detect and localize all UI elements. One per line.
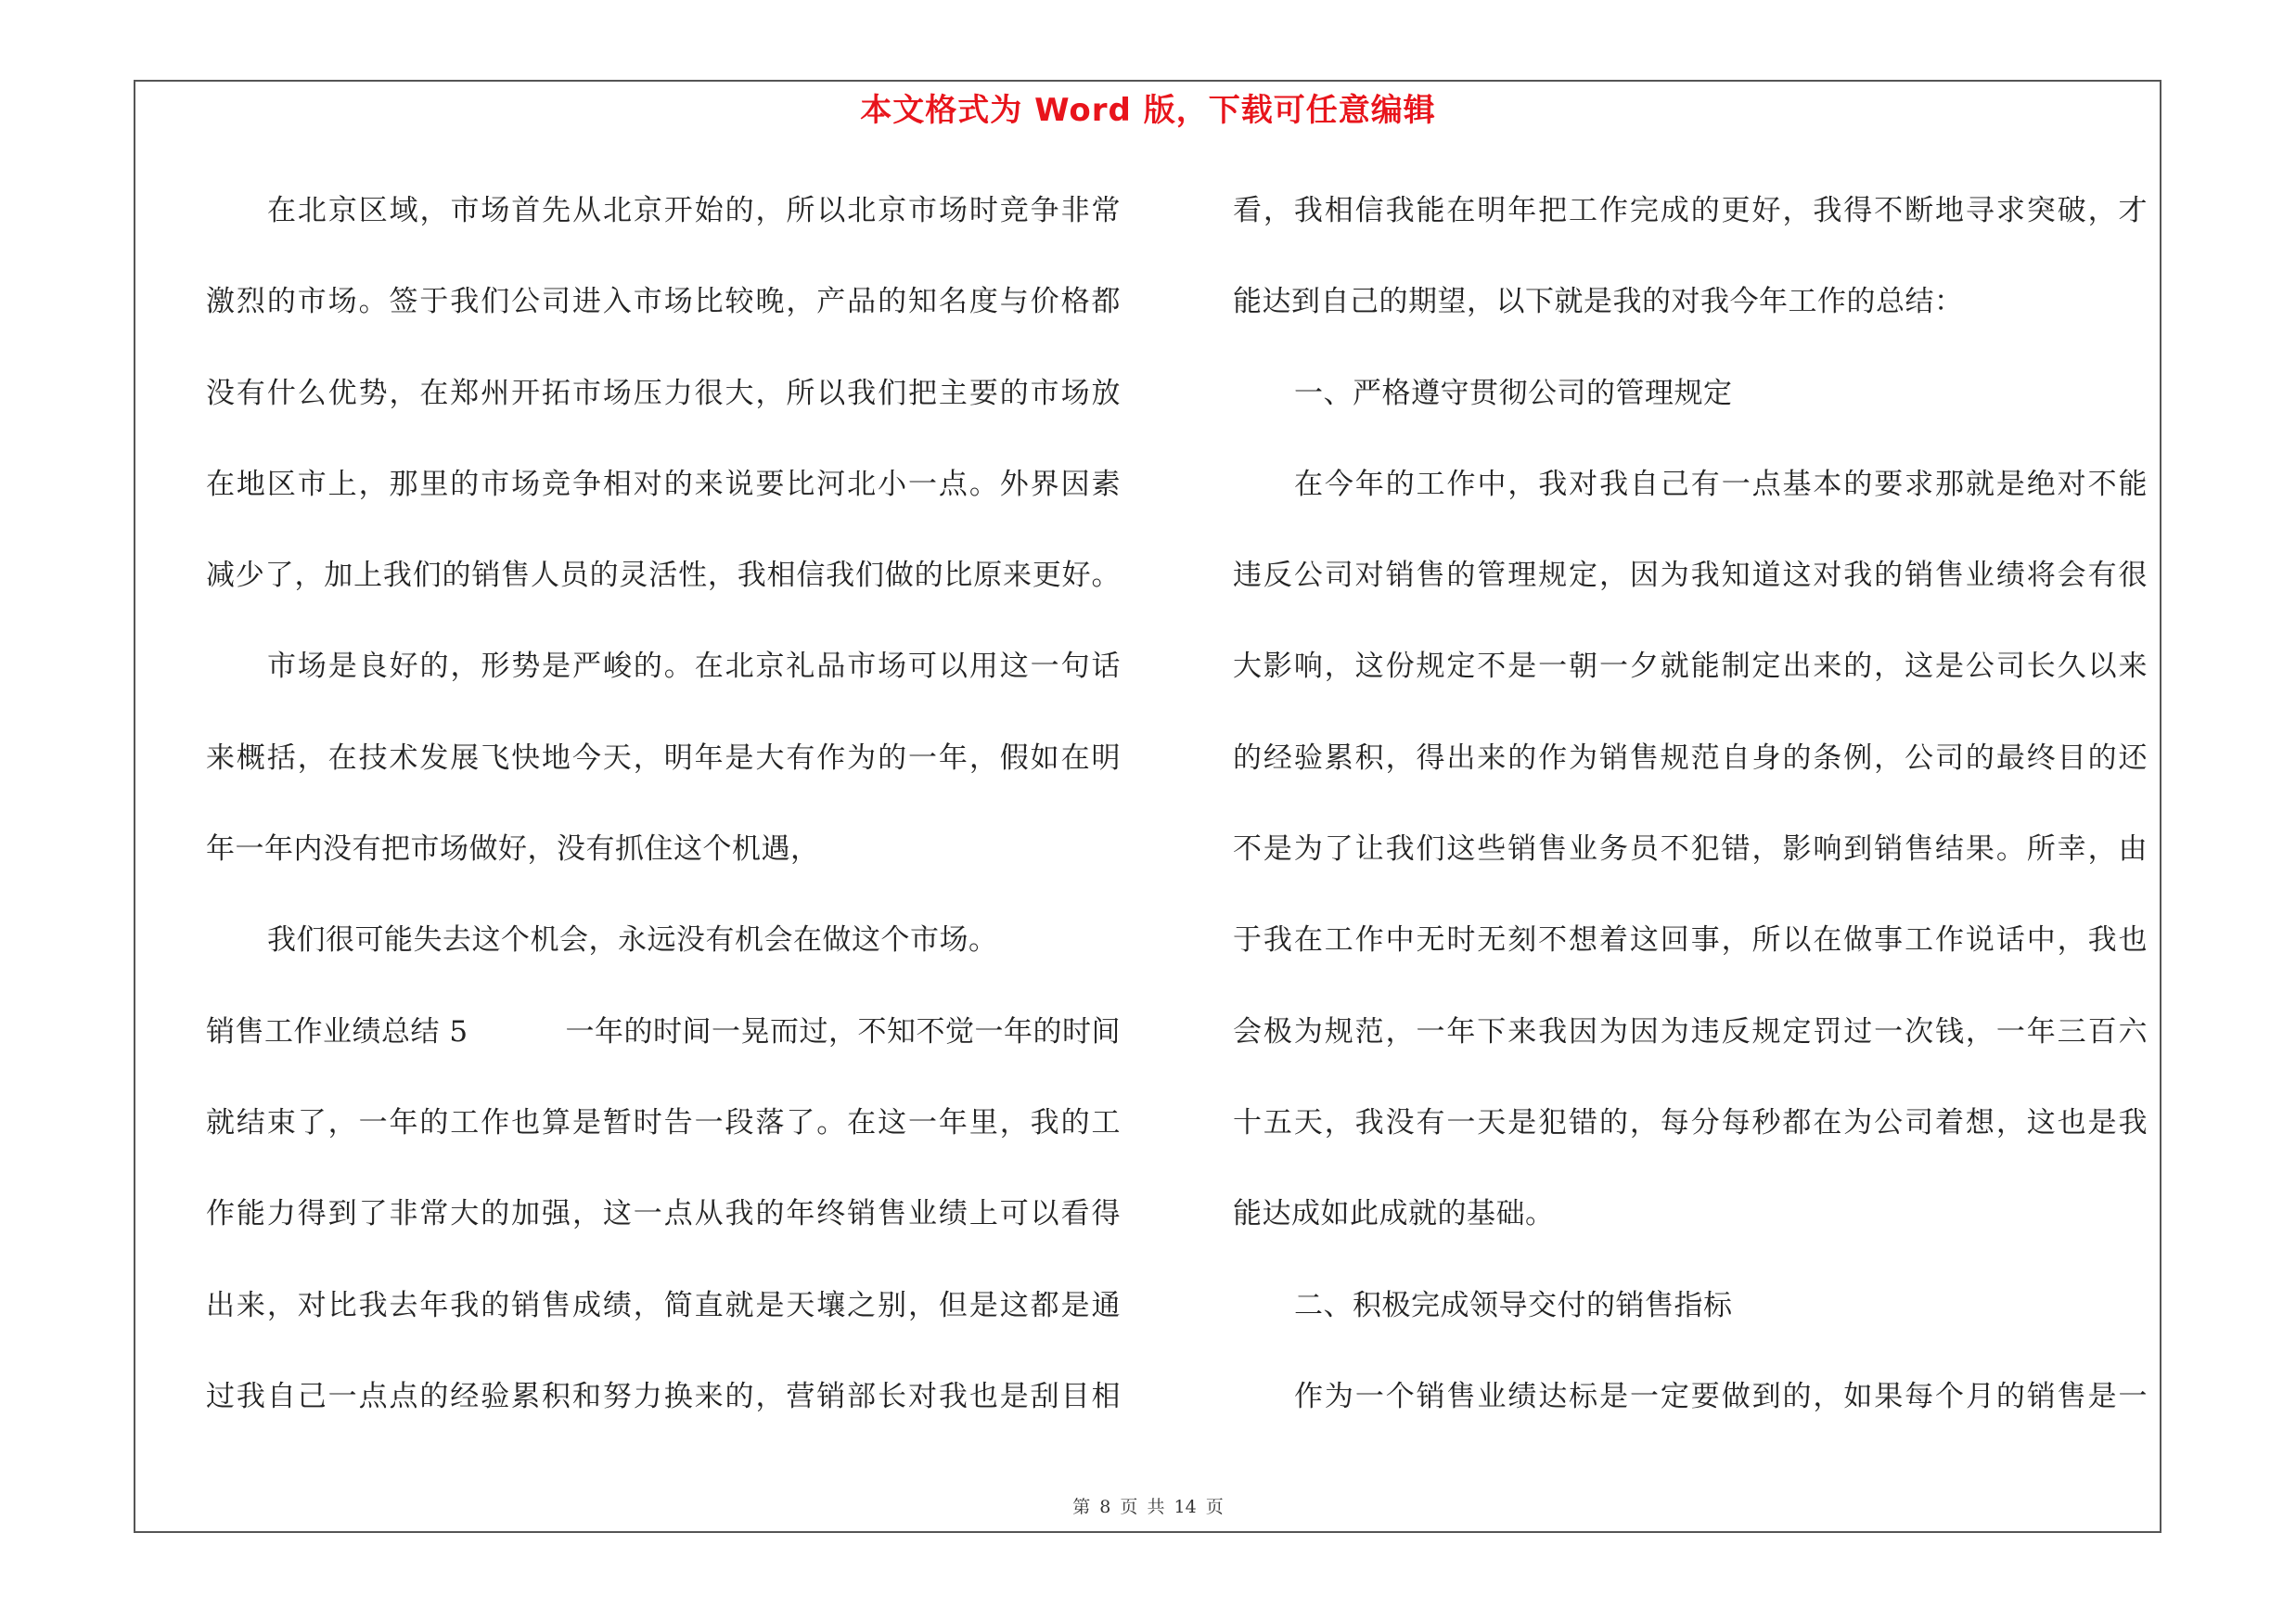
section-heading: 销售工作业绩总结 5 (206, 1014, 468, 1049)
text-line: 于我在工作中无时无刻不想着这回事，所以在做事工作说话中，我也 (1233, 923, 2148, 958)
text-line: 在今年的工作中，我对我自己有一点基本的要求那就是绝对不能 (1294, 467, 2148, 501)
page-number-footer: 第 8 页 共 14 页 (1072, 1497, 1224, 1517)
text-line: 不是为了让我们这些销售业务员不犯错，影响到销售结果。所幸，由 (1233, 832, 2148, 867)
text-line: 看，我相信我能在明年把工作完成的更好，我得不断地寻求突破，才 (1233, 194, 2148, 227)
text-line: 作为一个销售业绩达标是一定要做到的，如果每个月的销售是一 (1294, 1379, 2148, 1413)
text-line: 过我自己一点点的经验累积和努力换来的，营销部长对我也是刮目相 (206, 1379, 1121, 1413)
text-line: 一、严格遵守贯彻公司的管理规定 (1294, 376, 1733, 410)
text-line: 违反公司对销售的管理规定，因为我知道这对我的销售业绩将会有很 (1233, 559, 2148, 593)
left-column (206, 182, 1121, 1459)
text-line: 大影响，这份规定不是一朝一夕就能制定出来的，这是公司长久以来 (1233, 650, 2148, 684)
text-line: 就结束了，一年的工作也算是暂时告一段落了。在这一年里，我的工 (206, 1105, 1121, 1140)
text-line: 在地区市上，那里的市场竞争相对的来说要比河北小一点。外界因素 (206, 467, 1121, 501)
section-heading-text: 一年的时间一晃而过，不知不觉一年的时间 (565, 1014, 1121, 1049)
text-line: 年一年内没有把市场做好，没有抓住这个机遇， (206, 832, 820, 867)
text-line: 激烈的市场。签于我们公司进入市场比较晚，产品的知名度与价格都 (206, 285, 1121, 319)
text-line: 二、积极完成领导交付的销售指标 (1294, 1288, 1733, 1322)
right-column (1233, 182, 2148, 1459)
text-line: 的经验累积，得出来的作为销售规范自身的条例，公司的最终目的还 (1233, 741, 2148, 775)
text-line: 十五天，我没有一天是犯错的，每分每秒都在为公司着想，这也是我 (1233, 1105, 2148, 1140)
text-line: 没有什么优势，在郑州开拓市场压力很大，所以我们把主要的市场放 (206, 376, 1121, 410)
header-banner: 本文格式为 Word 版，下载可任意编辑 (860, 92, 1436, 129)
text-line: 减少了，加上我们的销售人员的灵活性，我相信我们做的比原来更好。 (206, 559, 1121, 593)
text-line: 会极为规范，一年下来我因为因为违反规定罚过一次钱，一年三百六 (1233, 1014, 2148, 1049)
text-line: 能达到自己的期望，以下就是我的对我今年工作的总结： (1233, 285, 1964, 319)
section-heading-row (206, 1003, 1121, 1094)
text-line: 出来，对比我去年我的销售成绩，简直就是天壤之别，但是这都是通 (206, 1288, 1121, 1322)
text-line: 市场是良好的，形势是严峻的。在北京礼品市场可以用这一句话 (267, 650, 1121, 684)
text-line: 能达成如此成就的基础。 (1233, 1197, 1555, 1231)
text-line: 作能力得到了非常大的加强，这一点从我的年终销售业绩上可以看得 (206, 1197, 1121, 1231)
text-line: 来概括，在技术发展飞快地今天，明年是大有作为的一年，假如在明 (206, 741, 1121, 775)
text-line: 在北京区域，市场首先从北京开始的，所以北京市场时竞争非常 (267, 194, 1121, 227)
text-line: 我们很可能失去这个机会，永远没有机会在做这个市场。 (267, 923, 998, 958)
